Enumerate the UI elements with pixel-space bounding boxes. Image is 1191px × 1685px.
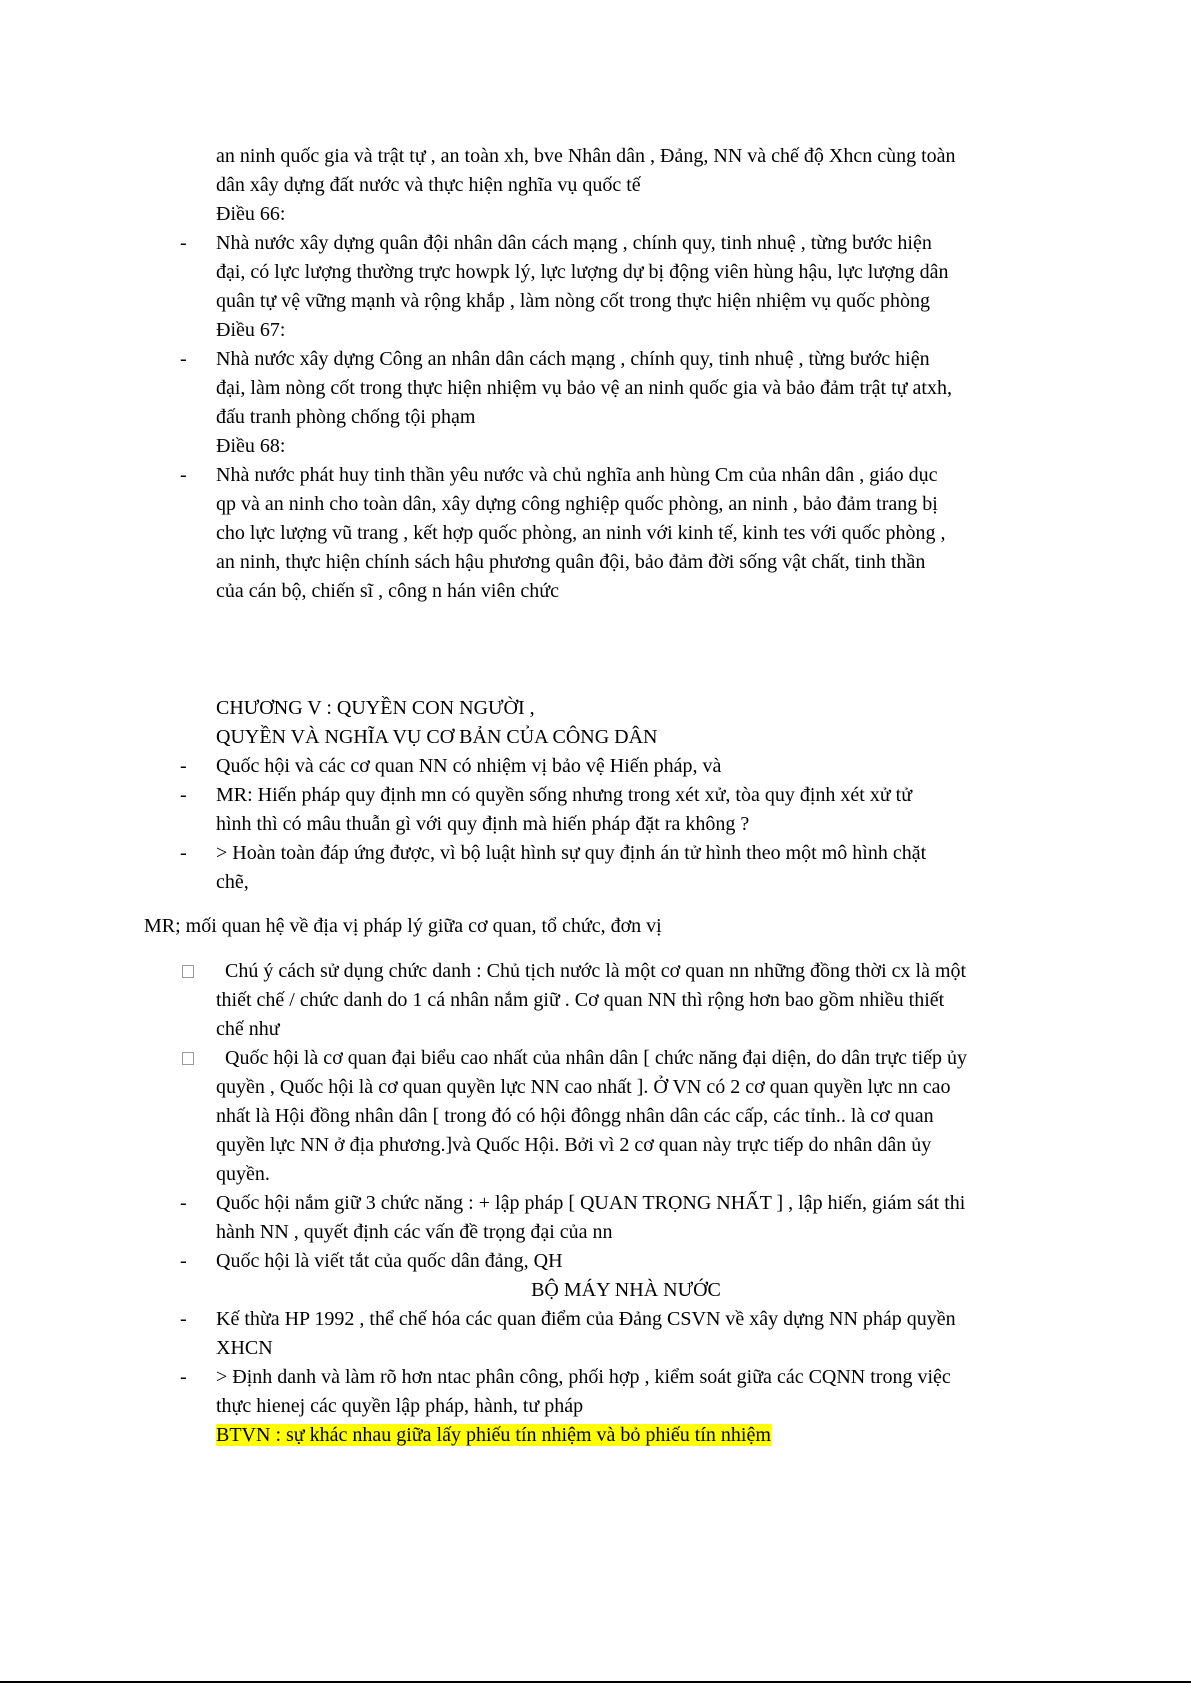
list-item: quyền. (216, 1163, 270, 1185)
article-line: Nhà nước phát huy tinh thần yêu nước và chủ nghĩa anh hùng Cm của nhân dân , giáo dục (216, 464, 938, 486)
dash-bullet: - (180, 1366, 187, 1388)
list-item: Quốc hội là viết tắt của quốc dân đảng, QH (216, 1250, 563, 1272)
list-item: Quốc hội là cơ quan đại biểu cao nhất của nhân dân [ chức năng đại diện, do dân trực tiếp ủy (225, 1047, 968, 1069)
list-item: > Định danh và làm rõ hơn ntac phân công, phối hợp , kiểm soát giữa các CQNN trong việc (216, 1366, 951, 1388)
list-item: thực hienej các quyền lập pháp, hành, tư pháp (216, 1395, 584, 1417)
list-item: chế như (216, 1018, 280, 1040)
article-line: qp và an ninh cho toàn dân, xây dựng công nghiệp quốc phòng, an ninh , bảo đảm trang bị (216, 493, 938, 515)
homework-highlight: BTVN : sự khác nhau giữa lấy phiếu tín nhiệm và bỏ phiếu tín nhiệm (216, 1424, 771, 1446)
list-item: hành NN , quyết định các vấn đề trọng đại của nn (216, 1221, 613, 1243)
dash-bullet: - (180, 232, 187, 254)
checkbox-icon (182, 1052, 194, 1065)
dash-bullet: - (180, 842, 187, 864)
page-bottom-rule (0, 1681, 1191, 1683)
article-line: an ninh, thực hiện chính sách hậu phương quân đội, bảo đảm đời sống vật chất, tinh thần (216, 551, 926, 573)
article-line: của cán bộ, chiến sĩ , công n hán viên chức (216, 580, 559, 602)
list-item: quyền lực NN ở địa phương.]và Quốc Hội. Bởi vì 2 cơ quan này trực tiếp do nhân dân ủy (216, 1134, 932, 1156)
article-line: đại, làm nòng cốt trong thực hiện nhiệm vụ bảo vệ an ninh quốc gia và bảo đảm trật tự atxh, (216, 377, 952, 399)
list-item: thiết chế / chức danh do 1 cá nhân nắm giữ . Cơ quan NN thì rộng hơn bao gồm nhiều thiết (216, 989, 945, 1011)
list-item: Quốc hội nắm giữ 3 chức năng : + lập pháp [ QUAN TRỌNG NHẤT ] , lập hiến, giám sát thi (216, 1192, 966, 1214)
article-heading: Điều 68: (216, 435, 286, 457)
article-line: đấu tranh phòng chống tội phạm (216, 406, 476, 428)
list-item: Kế thừa HP 1992 , thể chế hóa các quan điểm của Đảng CSVN về xây dựng NN pháp quyền (216, 1308, 956, 1330)
dash-bullet: - (180, 348, 187, 370)
checkbox-icon (182, 965, 194, 978)
chapter-title: QUYỀN VÀ NGHĨA VỤ CƠ BẢN CỦA CÔNG DÂN (216, 726, 658, 748)
article-heading: Điều 67: (216, 319, 286, 341)
dash-bullet: - (180, 1250, 187, 1272)
article-line: Nhà nước xây dựng quân đội nhân dân cách mạng , chính quy, tinh nhuệ , từng bước hiện (216, 232, 932, 254)
article-line: đại, có lực lượng thường trực howpk lý, lực lượng dự bị động viên hùng hậu, lực lượng dân (216, 261, 949, 283)
list-item: > Hoàn toàn đáp ứng được, vì bộ luật hình sự quy định án tử hình theo một mô hình chặt (216, 842, 927, 864)
article-line: Nhà nước xây dựng Công an nhân dân cách mạng , chính quy, tinh nhuệ , từng bước hiện (216, 348, 930, 370)
list-item: nhất là Hội đồng nhân dân [ trong đó có hội đôngg nhân dân các cấp, các tỉnh.. là cơ quan (216, 1105, 934, 1127)
section-title: BỘ MÁY NHÀ NƯỚC (531, 1279, 721, 1301)
list-item: hình thì có mâu thuẫn gì với quy định mà hiến pháp đặt ra không ? (216, 813, 750, 835)
mr-note: MR; mối quan hệ về địa vị pháp lý giữa cơ quan, tổ chức, đơn vị (144, 915, 662, 937)
chapter-title: CHƯƠNG V : QUYỀN CON NGƯỜI , (216, 697, 535, 719)
article-heading: Điều 66: (216, 203, 286, 225)
intro-line: an ninh quốc gia và trật tự , an toàn xh, bve Nhân dân , Đảng, NN và chế độ Xhcn cùng toàn (216, 145, 956, 167)
list-item: XHCN (216, 1337, 273, 1359)
dash-bullet: - (180, 755, 187, 777)
dash-bullet: - (180, 1308, 187, 1330)
dash-bullet: - (180, 464, 187, 486)
intro-line: dân xây dựng đất nước và thực hiện nghĩa vụ quốc tế (216, 174, 641, 196)
list-item: Quốc hội và các cơ quan NN có nhiệm vị bảo vệ Hiến pháp, và (216, 755, 722, 777)
list-item: chẽ, (216, 871, 249, 893)
dash-bullet: - (180, 784, 187, 806)
article-line: quân tự vệ vững mạnh và rộng khắp , làm nòng cốt trong thực hiện nhiệm vụ quốc phòng (216, 290, 931, 312)
list-item: Chú ý cách sử dụng chức danh : Chủ tịch nước là một cơ quan nn những đồng thời cx là một (225, 960, 967, 982)
homework-note (216, 1421, 771, 1450)
list-item: quyền , Quốc hội là cơ quan quyền lực NN cao nhất ]. Ở VN có 2 cơ quan quyền lực nn cao (216, 1076, 951, 1098)
list-item: MR: Hiến pháp quy định mn có quyền sống nhưng trong xét xử, tòa quy định xét xử tử (216, 784, 913, 806)
article-line: cho lực lượng vũ trang , kết hợp quốc phòng, an ninh với kinh tế, kinh tes với quốc phòng , (216, 522, 946, 544)
dash-bullet: - (180, 1192, 187, 1214)
